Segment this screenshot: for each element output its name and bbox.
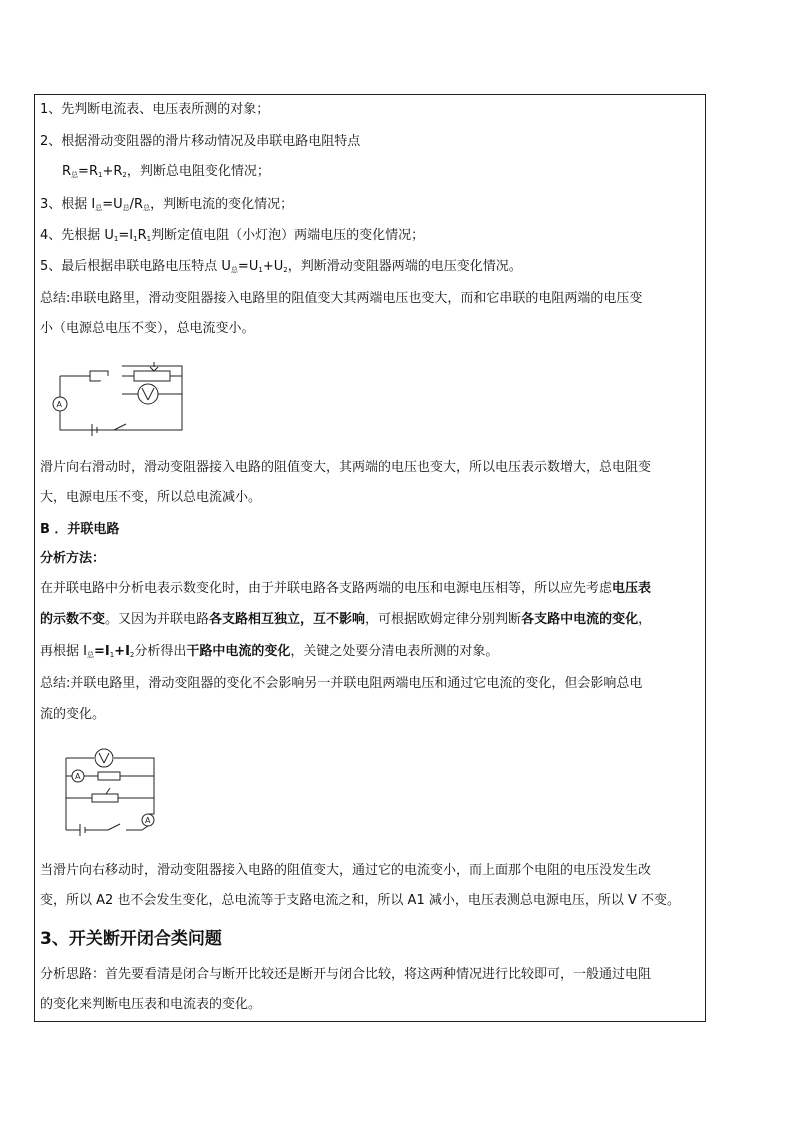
ammeter-a2-label: A [75,772,81,781]
series-step-1: 1、先判断电流表、电压表所测的对象； [40,102,270,117]
series-step-2: 2、根据滑动变阻器的滑片移动情况及串联电路电阻特点 [40,134,361,149]
parallel-summary-line-2: 流的变化。 [40,707,106,722]
parallel-method-line-2: 的示数不变。又因为并联电路各支路相互独立，互不影响，可根据欧姆定律分别判断各支路中电流的变化， [40,612,652,627]
parallel-summary-line-1: 总结:并联电路里，滑动变阻器的变化不会影响另一并联电阻两端电压和通过它电流的变化，但会影响总电 [40,676,643,691]
parallel-circuit-diagram [58,742,168,838]
series-example-line-1: 滑片向右滑动时，滑动变阻器接入电路的阻值变大，其两端的电压也变大，所以电压表示数增大，总电阻变 [40,460,652,475]
parallel-method-label: 分析方法： [40,551,106,566]
voltmeter-symbol [138,384,158,404]
switch-analysis-line-1: 分析思路：首先要看清是闭合与断开比较还是断开与闭合比较，将这两种情况进行比较即可，一般通过电阻 [40,967,652,982]
series-step-3: 3、根据 $I_总=U_总/R_总$，判断电流的变化情况； [40,197,294,212]
switch-analysis-line-2: 的变化来判断电压表和电流表的变化。 [40,997,262,1012]
switch-section-heading: 3、开关断开闭合类问题 [40,929,222,949]
voltmeter-symbol [95,749,113,767]
series-formula-resistance: $R_总=R_1+R_2$，判断总电阻变化情况； [62,164,270,179]
series-summary-line-1: 总结:串联电路里，滑动变阻器接入电路里的阻值变大其两端电压也变大，而和它串联的电阻两端的电压变 [40,291,643,306]
series-example-line-2: 大，电源电压不变，所以总电流减小。 [40,490,262,505]
rheostat [92,794,118,802]
parallel-example-line-2: 变，所以 A2 也不会发生变化，总电流等于支路电流之和，所以 A1 减小，电压表测总电源电压，所以 V 不变。 [40,893,681,908]
series-circuit-diagram [44,358,190,440]
parallel-method-line-3: 再根据 $I_总=I_1+I_2$分析得出干路中电流的变化，关键之处要分清电表所测的对象。 [40,644,499,659]
series-summary-line-2: 小（电源总电压不变），总电流变小。 [40,321,255,336]
parallel-method-line-1: 在并联电路中分析电表示数变化时，由于并联电路各支路两端的电压和电源电压相等，所以应先考虑电压表 [40,581,652,596]
fixed-resistor [98,772,120,780]
rheostat [134,371,170,381]
series-step-5: 5、最后根据串联电路电压特点 $U_总=U_1+U_2$，判断滑动变阻器两端的电压变化情况。 [40,259,522,274]
rheostat-slider [106,788,110,794]
parallel-heading: B ．并联电路 [40,522,120,537]
series-step-4: 4、先根据 $U_1=I_1R_1$判断定值电阻（小灯泡）两端电压的变化情况； [40,228,425,243]
ammeter-label: A [56,400,62,409]
ammeter-a1-label: A [145,816,151,825]
switch-symbol [108,824,120,830]
parallel-example-line-1: 当滑片向右移动时，滑动变阻器接入电路的阻值变大，通过它的电流变小，而上面那个电阻的电压没发生改 [40,863,652,878]
